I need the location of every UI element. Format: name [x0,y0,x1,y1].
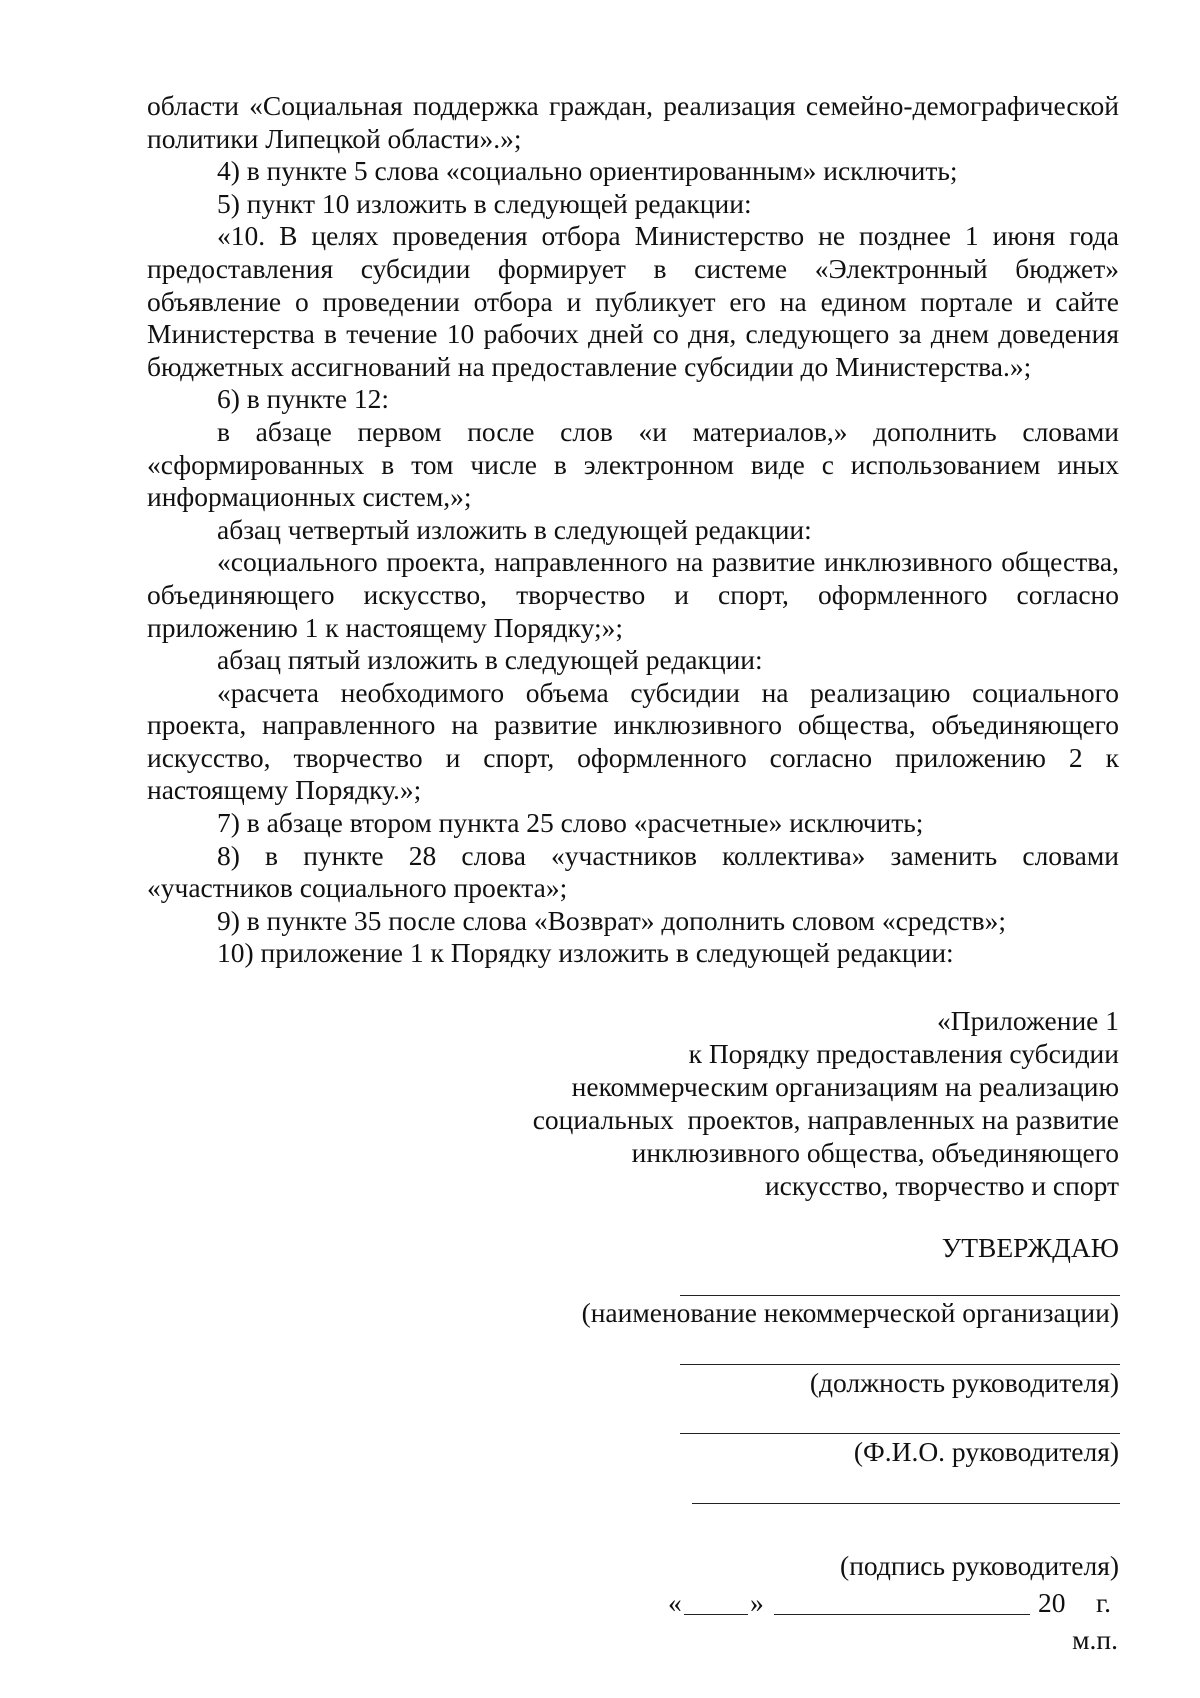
paragraph-9: абзац пятый изложить в следующей редакции: [217,644,763,676]
paragraph-10: «расчета необходимого объема субсидии на реализацию социального проекта, направленного на развитие инклюзивного общества, объединяющего искусство, творчество и спорт, оформленного согласно приложению 2 к настоящему Порядку.»; [147,676,1119,806]
day-blank [684,1614,748,1615]
date-row [668,1587,1120,1621]
paragraph-6: в абзаце первом после слов «и материалов,» дополнить словами «сформированных в том числе в электронном виде с использованием иных информационных систем,»; [147,415,1119,513]
month-blank [774,1614,1030,1615]
appendix-line-4: социальных проектов, направленных на развитие [532,1104,1119,1135]
stamp-label: м.п. [1072,1624,1118,1655]
date-year-suffix: г. [1096,1587,1112,1618]
paragraph-4: «10. В целях проведения отбора Министерство не позднее 1 июня года предоставления субсидии формирует в системе «Электронный бюджет» объявление о проведении отбора и публикует его на едином портале и сайте Министерства в течение 10 рабочих дней со дня, следующего за днем доведения бюджетных ассигнований на предоставление субсидии до Министерства.»; [147,220,1119,382]
position-line [680,1364,1120,1365]
approve-title: УТВЕРЖДАЮ [941,1232,1119,1263]
paragraph-3: 5) пункт 10 изложить в следующей редакции: [217,187,752,219]
paragraph-2: 4) в пункте 5 слова «социально ориентированным» исключить; [217,155,958,187]
org-name-caption: (наименование некоммерческой организации) [581,1297,1119,1328]
signature-line [692,1503,1120,1504]
appendix-line-2: к Порядку предоставления субсидии [688,1038,1119,1069]
paragraph-5: 6) в пункте 12: [217,383,390,415]
position-caption: (должность руководителя) [809,1367,1119,1398]
paragraph-8: «социального проекта, направленного на развитие инклюзивного общества, объединяющего искусство, творчество и спорт, оформленного согласно приложению 1 к настоящему Порядку;»; [147,546,1119,643]
appendix-line-6: искусство, творчество и спорт [764,1170,1119,1201]
appendix-header [419,1004,1119,1202]
org-name-line [680,1295,1120,1296]
body-text [147,90,1119,970]
paragraph-13: 9) в пункте 35 после слова «Возврат» дополнить словом «средств»; [217,904,1006,936]
date-open-quote: « [668,1587,682,1618]
name-line [680,1433,1120,1434]
paragraph-14: 10) приложение 1 к Порядку изложить в следующей редакции: [217,937,954,969]
paragraph-7: абзац четвертый изложить в следующей редакции: [217,513,812,545]
paragraph-12: 8) в пункте 28 слова «участников коллектива» заменить словами «участников социального проекта»; [147,839,1119,904]
appendix-line-1: «Приложение 1 [937,1005,1119,1036]
paragraph-1: области «Социальная поддержка граждан, реализация семейно-демографической политики Липецкой области».»; [147,90,1119,154]
date-close-quote: » [750,1587,764,1618]
date-year-prefix: 20 [1038,1587,1066,1618]
paragraph-11: 7) в абзаце втором пункта 25 слово «расчетные» исключить; [217,807,924,839]
appendix-line-5: инклюзивного общества, объединяющего [631,1137,1119,1168]
signature-caption: (подпись руководителя) [840,1550,1119,1581]
name-caption: (Ф.И.О. руководителя) [853,1436,1119,1467]
appendix-line-3: некоммерческим организациям на реализацию [571,1071,1119,1102]
